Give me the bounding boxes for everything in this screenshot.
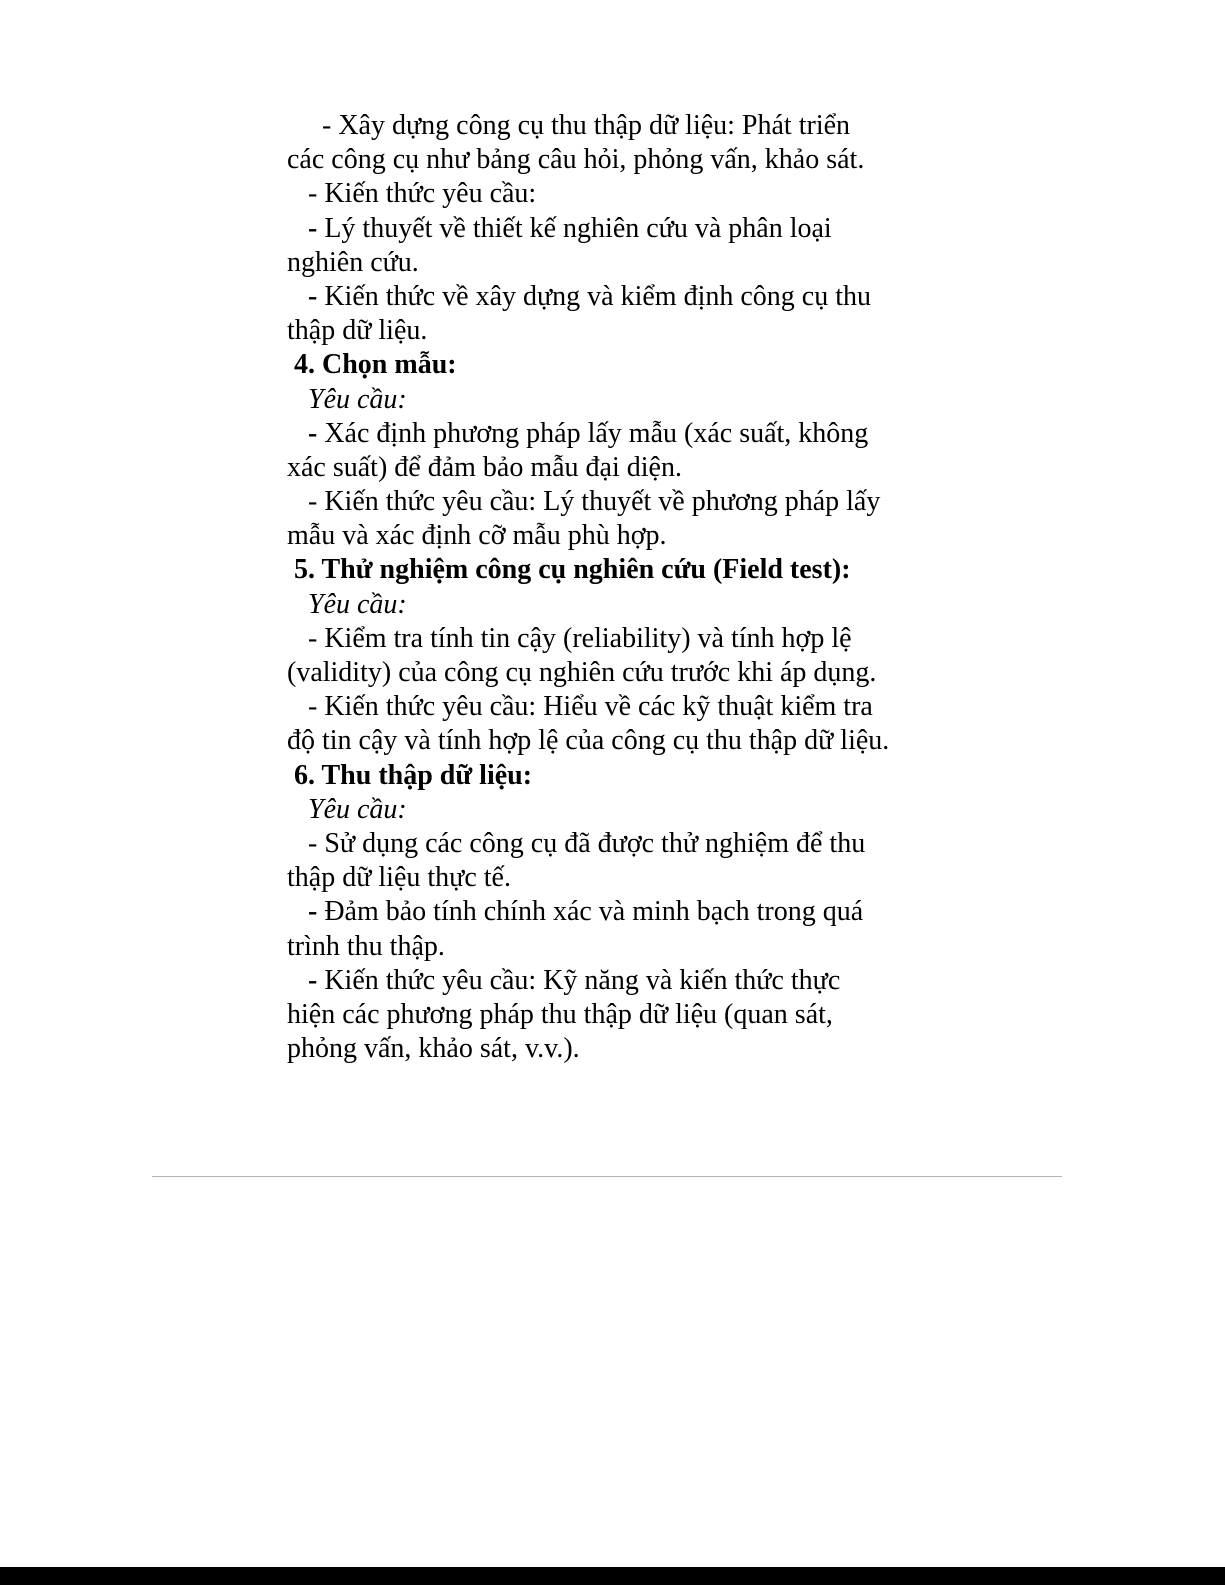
italic-text: Yêu cầu: (287, 588, 407, 620)
text-segment: mẫu và xác định cỡ mẫu phù hợp. (287, 520, 667, 552)
text-segment: Lý thuyết về thiết kế nghiên cứu và phân loại (317, 212, 832, 244)
text-segment: Đảm bảo tính chính xác và minh bạch trong quá (317, 896, 864, 928)
bold-text: - (308, 280, 318, 312)
text-segment: thập dữ liệu thực tế. (287, 862, 511, 894)
text-segment: phỏng vấn, khảo sát, v.v.). (287, 1033, 580, 1065)
text-segment: - Sử dụng các công cụ đã được thử nghiệm để thu (287, 827, 866, 859)
text-line (287, 519, 947, 553)
text-segment (287, 418, 308, 449)
text-segment: Kiến thức về xây dựng và kiểm định công cụ thu (317, 280, 871, 312)
page-divider (152, 1176, 1062, 1177)
italic-text: Yêu cầu: (287, 793, 407, 825)
text-line (287, 417, 947, 451)
text-segment: - Kiểm tra tính tin cậy (reliability) và tính hợp lệ (287, 622, 852, 654)
text-line (287, 690, 947, 724)
text-line (287, 177, 947, 211)
text-segment: thập dữ liệu. (287, 315, 428, 347)
text-segment: hiện các phương pháp thu thập dữ liệu (quan sát, (287, 998, 833, 1030)
text-line (287, 246, 947, 280)
text-line (287, 451, 947, 485)
text-line (287, 280, 947, 314)
document-body (287, 109, 947, 1066)
text-segment: xác suất) để đảm bảo mẫu đại diện. (287, 451, 682, 483)
text-line (287, 109, 947, 143)
text-line (287, 348, 947, 382)
bold-text: 6. Thu thập dữ liệu: (287, 759, 533, 791)
text-line (287, 622, 947, 656)
bold-text: 5. Thử nghiệm công cụ nghiên cứu (Field test): (287, 554, 851, 586)
text-line (287, 485, 947, 519)
text-line (287, 1032, 947, 1066)
bold-text: - (308, 896, 318, 928)
text-segment: Kiến thức yêu cầu: Kỹ năng và kiến thức thực (317, 964, 841, 996)
text-segment: trình thu thập. (287, 930, 445, 962)
bold-text: - (308, 417, 318, 449)
text-segment (287, 281, 308, 312)
text-line (287, 793, 947, 827)
text-segment: Xác định phương pháp lấy mẫu (xác suất, không (317, 417, 869, 449)
text-line (287, 588, 947, 622)
text-line (287, 656, 947, 690)
text-segment: độ tin cậy và tính hợp lệ của công cụ thu thập dữ liệu. (287, 725, 890, 757)
text-segment (287, 213, 308, 244)
text-line (287, 895, 947, 929)
text-segment: nghiên cứu. (287, 246, 419, 278)
bottom-edge-bar (0, 1567, 1225, 1585)
text-segment: - Xây dựng công cụ thu thập dữ liệu: Phát triển (287, 110, 851, 141)
text-segment (287, 965, 308, 996)
bold-text: - (308, 212, 318, 244)
italic-text: Yêu cầu: (287, 383, 407, 415)
text-segment: - Kiến thức yêu cầu: Lý thuyết về phương pháp lấy (287, 486, 881, 518)
text-segment: (validity) của công cụ nghiên cứu trước khi áp dụng. (287, 657, 877, 688)
text-line (287, 998, 947, 1032)
text-line (287, 861, 947, 895)
text-line (287, 759, 947, 793)
text-line (287, 827, 947, 861)
text-line (287, 143, 947, 177)
text-segment: - Kiến thức yêu cầu: Hiểu về các kỹ thuật kiểm tra (287, 691, 873, 723)
text-line (287, 724, 947, 758)
text-line (287, 553, 947, 587)
bold-text: - (308, 964, 318, 996)
text-segment (287, 896, 308, 927)
text-line (287, 930, 947, 964)
bold-text: 4. Chọn mẫu: (287, 349, 457, 381)
text-line (287, 383, 947, 417)
text-segment: - Kiến thức yêu cầu: (287, 178, 537, 210)
text-line (287, 964, 947, 998)
text-line (287, 314, 947, 348)
text-segment: các công cụ như bảng câu hỏi, phỏng vấn, khảo sát. (287, 144, 865, 176)
text-line (287, 212, 947, 246)
